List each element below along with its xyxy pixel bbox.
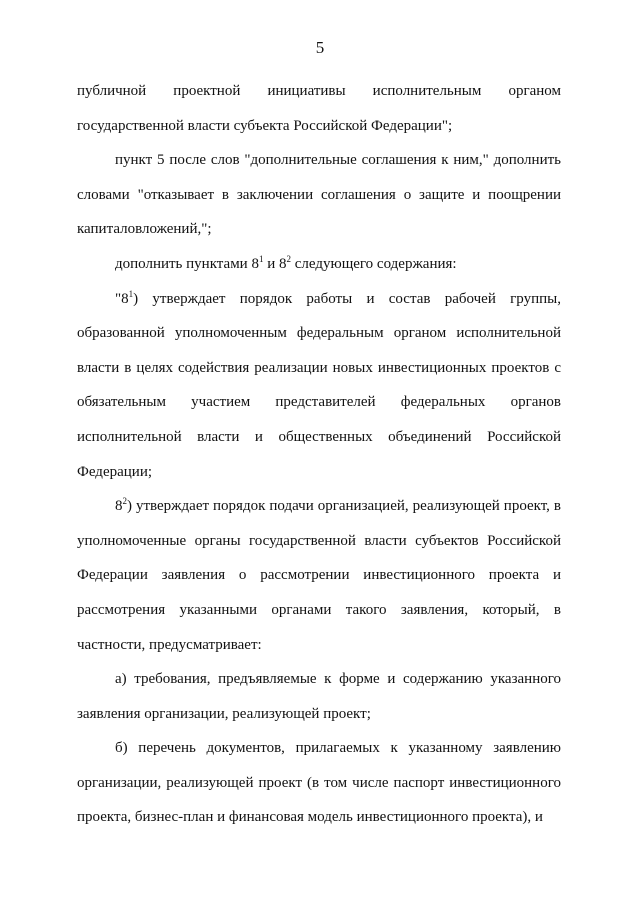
text-segment: ) утверждает порядок подачи организацией, реализующей проект, в уполномоченные органы государственной власти субъектов Российской Федерации заявления о рассмотрении инвестиционного проекта и рассмотрения указанными органами такого заявления, который, в частности, предусматривает:: [77, 498, 561, 653]
superscript: 1: [128, 288, 134, 299]
text-segment: ) утверждает порядок работы и состав рабочей группы, образованной уполномоченным федеральным органом исполнительной власти в целях содействия реализации новых инвестиционных проектов с обязательным участием представителей федеральных органов исполнительной власти и общественных объединений Российской Федерации;: [77, 290, 561, 480]
text-segment: и 8: [263, 255, 287, 272]
paragraph-add-points: [77, 247, 561, 282]
paragraph-point-5-amendment: пункт 5 после слов "дополнительные соглашения к ним," дополнить словами "отказывает в заключении соглашения о защите и поощрении капиталовложений,";: [77, 152, 561, 238]
superscript: 2: [286, 253, 291, 264]
text-segment: дополнить пунктами 8: [115, 255, 259, 272]
paragraph-point-8-1: [77, 282, 561, 490]
paragraph-point-8-2: [77, 489, 561, 662]
paragraph-continuation: публичной проектной инициативы исполнительным органом государственной власти субъекта Российской Федерации";: [77, 83, 561, 134]
superscript: 1: [258, 253, 264, 264]
text-segment: 8: [115, 498, 123, 515]
text-segment: следующего содержания:: [291, 255, 457, 272]
page-number: 5: [315, 38, 325, 57]
paragraph-subpoint-a: а) требования, предъявляемые к форме и содержанию указанного заявления организации, реализующей проект;: [77, 671, 561, 722]
superscript: 2: [122, 496, 127, 507]
text-segment: "8: [115, 290, 129, 307]
paragraph-subpoint-b: б) перечень документов, прилагаемых к указанному заявлению организации, реализующей проект (в том числе паспорт инвестиционного проекта, бизнес-план и финансовая модель инвестиционного проекта), и: [77, 740, 561, 826]
document-body: [77, 74, 561, 835]
